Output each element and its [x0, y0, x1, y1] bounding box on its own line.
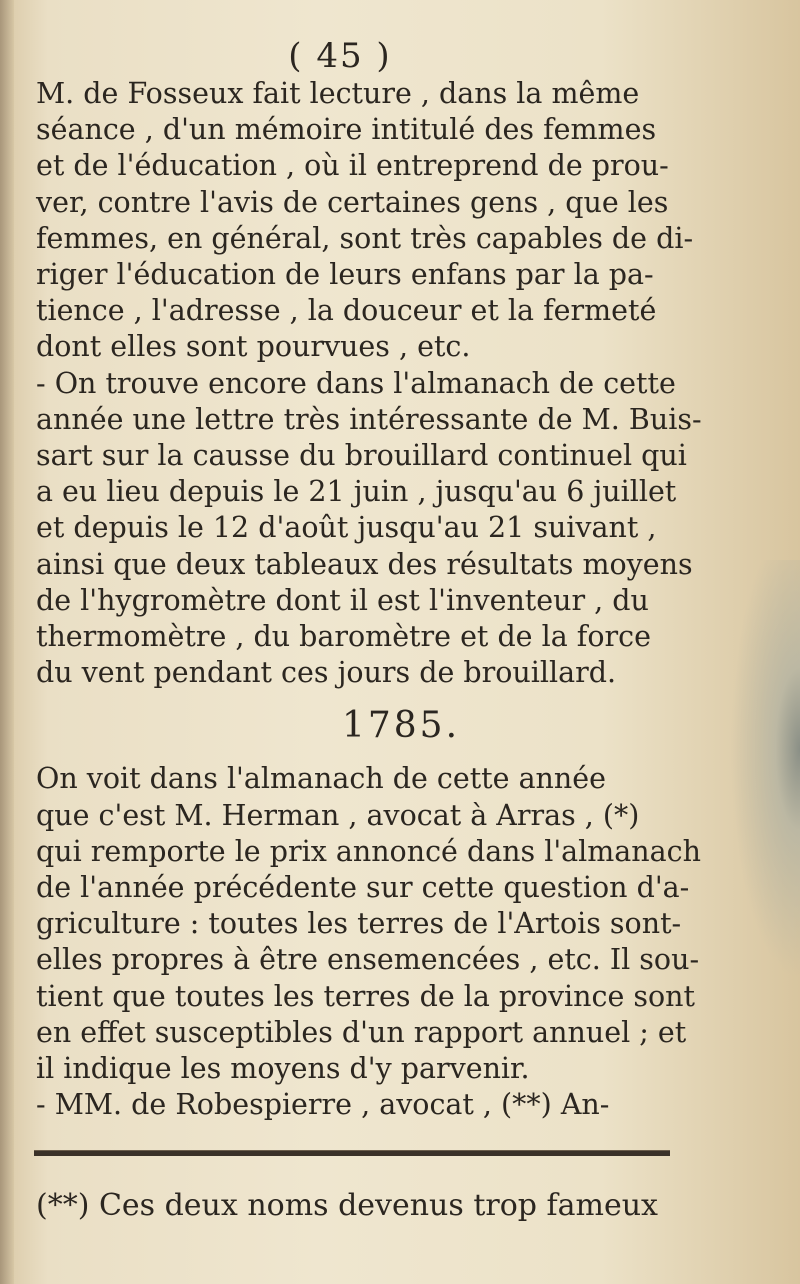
footnote: (**) Ces deux noms devenus trop fameux	[36, 1188, 658, 1223]
text-line: femmes, en général, sont très capables de di-	[36, 221, 694, 255]
page-stain	[730, 560, 800, 980]
text-line: de l'hygromètre dont il est l'inventeur , du	[36, 583, 649, 617]
text-line: ainsi que deux tableaux des résultats moyens	[36, 547, 693, 581]
text-line: dont elles sont pourvues , etc.	[36, 330, 471, 364]
text-line: - MM. de Robespierre , avocat , (**) An-	[36, 1088, 610, 1122]
text-line: a eu lieu depuis le 21 juin , jusqu'au 6 juillet	[36, 475, 677, 509]
page-binding-edge	[0, 0, 14, 1284]
text-line: que c'est M. Herman , avocat à Arras , (*)	[36, 798, 640, 832]
text-line: séance , d'un mémoire intitulé des femmes	[36, 113, 657, 147]
text-line: et depuis le 12 d'août jusqu'au 21 suivant ,	[36, 511, 657, 545]
text-line: riger l'éducation de leurs enfans par la pa-	[36, 258, 654, 292]
text-line: en effet susceptibles d'un rapport annuel ; et	[36, 1015, 687, 1049]
text-line: sart sur la causse du brouillard continuel qui	[36, 439, 687, 473]
body-text	[36, 76, 736, 1123]
footnote-rule	[34, 1150, 670, 1156]
text-line: et de l'éducation , où il entreprend de prou-	[36, 149, 669, 183]
text-line: de l'année précédente sur cette question d'a-	[36, 871, 690, 905]
text-line: thermomètre , du baromètre et de la force	[36, 620, 651, 654]
text-line: - On trouve encore dans l'almanach de cette	[36, 366, 676, 400]
text-line: M. de Fosseux fait lecture , dans la même	[36, 77, 640, 110]
text-line: tient que toutes les terres de la province sont	[36, 979, 695, 1013]
text-line: qui remporte le prix annoncé dans l'almanach	[36, 834, 701, 868]
text-line: il indique les moyens d'y parvenir.	[36, 1052, 530, 1086]
year-heading: 1785.	[341, 705, 461, 747]
text-line: du vent pendant ces jours de brouillard.	[36, 656, 617, 690]
text-line: griculture : toutes les terres de l'Artois sont-	[36, 907, 682, 941]
text-line: elles propres à être ensemencées , etc. Il sou-	[36, 943, 700, 977]
text-line: ver, contre l'avis de certaines gens , que les	[36, 185, 669, 219]
text-line: On voit dans l'almanach de cette année	[36, 762, 606, 796]
page-number: ( 45 )	[288, 36, 392, 76]
text-line: tience , l'adresse , la douceur et la fermeté	[36, 294, 657, 328]
text-line: année une lettre très intéressante de M. Buis-	[36, 402, 702, 436]
